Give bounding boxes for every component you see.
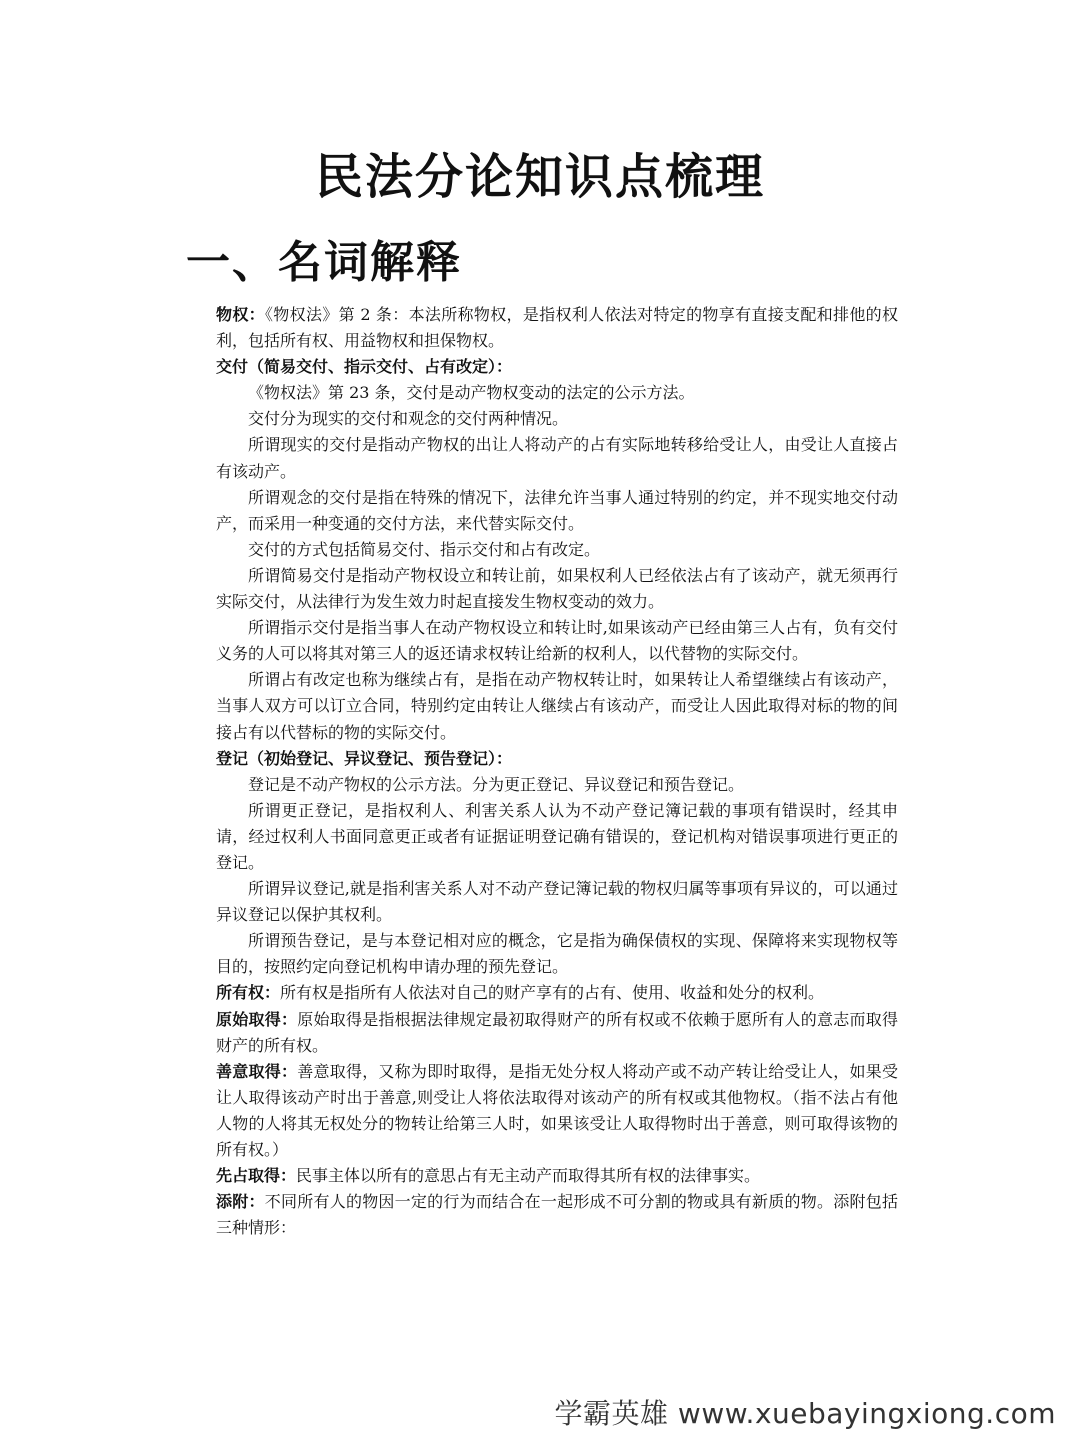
entry-delivery — [216, 354, 898, 380]
paragraph: 所谓占有改定也称为继续占有，是指在动产物权转让时，如果转让人希望继续占有该动产，当事人双方可以订立合同，特别约定由转让人继续占有该动产，而受让人因此取得对标的物的间接占有以代替标的物的实际交付。 — [216, 670, 898, 742]
entry-registration — [216, 746, 898, 772]
entry-original-acquisition — [216, 1007, 898, 1059]
term-label: 原始取得： — [216, 1009, 298, 1029]
entry-first-occupancy — [216, 1163, 898, 1189]
paragraph: 登记是不动产物权的公示方法。分为更正登记、异议登记和预告登记。 — [248, 774, 745, 794]
term-definition: 善意取得，又称为即时取得，是指无处分权人将动产或不动产转让给受让人，如果受让人取得该动产时出于善意,则受让人将依法取得对该动产的所有权或其他物权。（指不法占有他人物的人将其无权处分的物转让给第三人时，如果该受让人取得物时出于善意，则可取得该物的所有权。） — [216, 1061, 898, 1159]
entry-good-faith-acquisition — [216, 1059, 898, 1163]
paragraph: 所谓指示交付是指当事人在动产物权设立和转让时,如果该动产已经由第三人占有，负有交付义务的人可以将其对第三人的返还请求权转让给新的权利人，以代替物的实际交付。 — [216, 618, 898, 664]
term-definition: 所有权是指所有人依法对自己的财产享有的占有、使用、收益和处分的权利。 — [280, 983, 825, 1003]
term-label: 善意取得： — [216, 1061, 298, 1081]
term-label: 所有权： — [216, 983, 281, 1003]
entry-ownership — [216, 980, 898, 1006]
term-definition: 原始取得是指根据法律规定最初取得财产的所有权或不依赖于愿所有人的意志而取得财产的所有权。 — [216, 1009, 898, 1055]
paragraph: 所谓简易交付是指动产物权设立和转让前，如果权利人已经依法占有了该动产，就无须再行实际交付，从法律行为发生效力时起直接发生物权变动的效力。 — [216, 565, 898, 612]
paragraph: 所谓异议登记,就是指利害关系人对不动产登记簿记载的物权归属等事项有异议的，可以通过异议登记以保护其权利。 — [216, 879, 898, 925]
paragraph: 所谓更正登记，是指权利人、利害关系人认为不动产登记簿记载的事项有错误时，经其申请，经过权利人书面同意更正或者有证据证明登记确有错误的，登记机构对错误事项进行更正的登记。 — [216, 800, 898, 872]
entry-property-right — [216, 302, 898, 354]
page-title: 民法分论知识点梳理 — [314, 149, 765, 205]
paragraph: 所谓预告登记，是与本登记相对应的概念，它是指为确保债权的实现、保障将来实现物权等目的，按照约定向登记机构申请办理的预先登记。 — [216, 931, 898, 977]
document-body — [216, 302, 898, 1241]
section-heading: 一、名词解释 — [186, 237, 462, 288]
term-label: 先占取得： — [216, 1166, 297, 1186]
entry-accession — [216, 1189, 898, 1241]
paragraph: 交付的方式包括简易交付、指示交付和占有改定。 — [248, 539, 601, 559]
term-label: 物权： — [216, 305, 265, 324]
term-definition: 《物权法》第 2 条：本法所称物权，是指权利人依法对特定的物享有直接支配和排他的权利，包括所有权、用益物权和担保物权。 — [216, 305, 898, 351]
term-label: 交付（简易交付、指示交付、占有改定）： — [216, 357, 513, 377]
term-definition: 民事主体以所有的意思占有无主动产而取得其所有权的法律事实。 — [296, 1166, 761, 1186]
term-definition: 不同所有人的物因一定的行为而结合在一起形成不可分割的物或具有新质的物。添附包括三种情形： — [216, 1192, 898, 1238]
term-label: 登记（初始登记、异议登记、预告登记）： — [216, 748, 513, 768]
paragraph: 《物权法》第 23 条，交付是动产物权变动的法定的公示方法。 — [248, 383, 695, 403]
paragraph: 所谓现实的交付是指动产物权的出让人将动产的占有实际地转移给受让人，由受让人直接占有该动产。 — [216, 435, 898, 481]
site-watermark: 学霸英雄 www.xuebayingxiong.com — [554, 1397, 1056, 1430]
term-label: 添附： — [216, 1192, 265, 1212]
paragraph: 交付分为现实的交付和观念的交付两种情况。 — [248, 409, 569, 429]
paragraph: 所谓观念的交付是指在特殊的情况下，法律允许当事人通过特别的约定，并不现实地交付动产，而采用一种变通的交付方法，来代替实际交付。 — [216, 487, 898, 533]
